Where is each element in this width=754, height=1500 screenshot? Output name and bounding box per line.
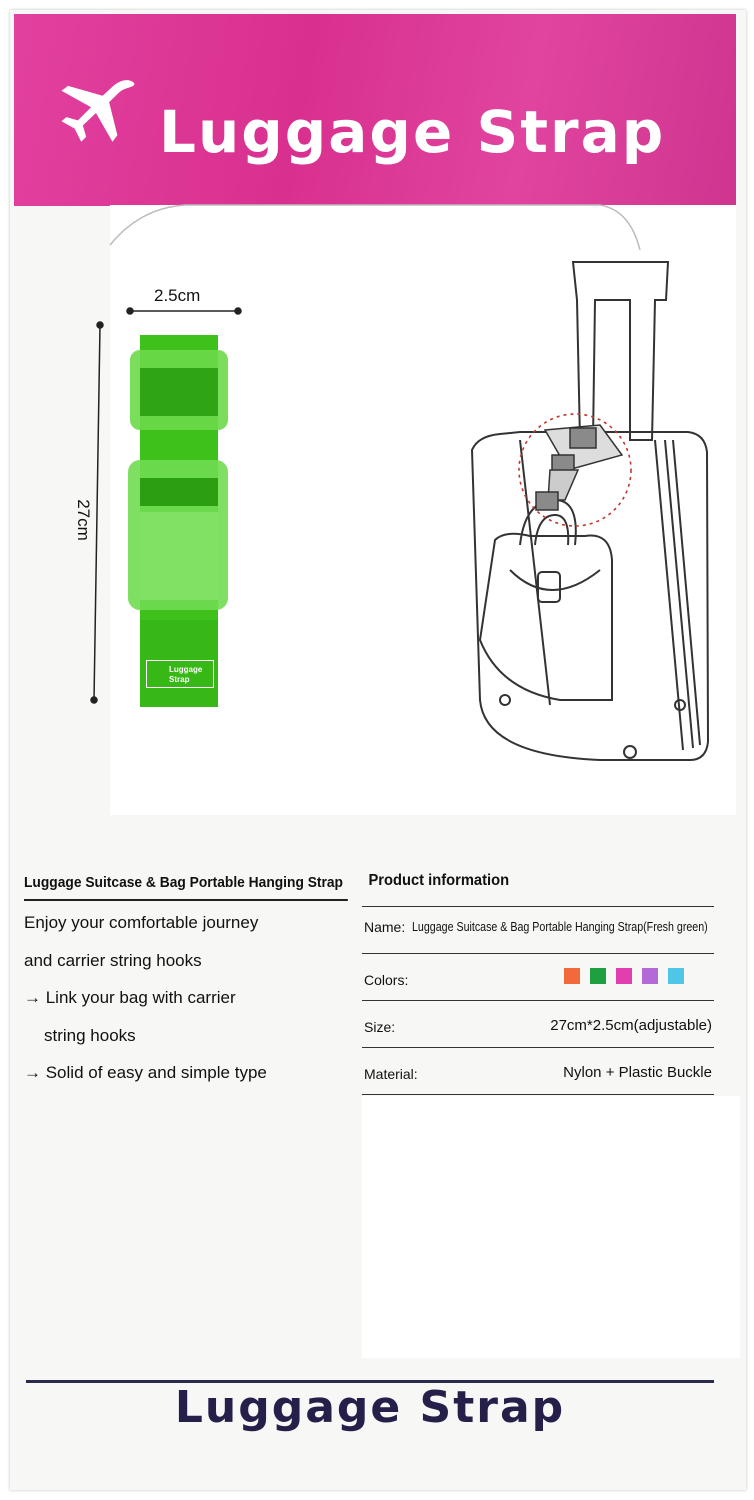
length-dimension-line <box>91 322 103 703</box>
product-info-section <box>362 872 714 1095</box>
name-value: Luggage Suitcase & Bag Portable Hanging Strap(Fresh green) <box>412 919 708 934</box>
material-value: Nylon + Plastic Buckle <box>563 1064 712 1081</box>
size-row <box>362 1000 714 1047</box>
color-swatch-purple <box>642 968 658 984</box>
description-line: string hooks <box>44 1025 136 1045</box>
header-title: Luggage Strap <box>159 98 666 166</box>
product-info-title: Product information <box>368 872 510 889</box>
blank-panel <box>362 1096 740 1358</box>
name-label: Name: <box>364 919 406 935</box>
color-swatch-green <box>590 968 606 984</box>
color-swatches <box>564 968 684 984</box>
colors-row <box>362 953 714 1000</box>
description-line: → Link your bag with carrier <box>24 988 236 1007</box>
description-title: Luggage Suitcase & Bag Portable Hanging Strap <box>24 874 348 901</box>
footer-title: Luggage Strap <box>174 1382 566 1433</box>
description-line: Enjoy your comfortable journey <box>24 913 259 932</box>
size-label: Size: <box>364 1019 396 1035</box>
color-swatch-pink <box>616 968 632 984</box>
colors-label: Colors: <box>364 972 409 988</box>
suitcase-drawing <box>472 262 708 760</box>
size-value: 27cm*2.5cm(adjustable) <box>550 1017 712 1034</box>
strap-on-handle-drawing <box>536 425 622 510</box>
material-row <box>362 1047 714 1095</box>
material-label: Material: <box>364 1066 418 1082</box>
length-label: 27cm <box>73 499 93 541</box>
green-strap <box>128 335 228 707</box>
width-label: 2.5cm <box>154 286 201 305</box>
description-section <box>24 874 354 1092</box>
name-row <box>362 906 714 953</box>
window-outline <box>110 205 640 250</box>
width-dimension-line <box>127 308 241 314</box>
color-swatch-blue <box>668 968 684 984</box>
color-swatch-orange <box>564 968 580 984</box>
description-line: → Solid of easy and simple type <box>24 1063 267 1082</box>
description-line: and carrier string hooks <box>24 950 202 970</box>
strap-tag <box>146 660 214 688</box>
strap-tag-text: Luggage Strap <box>169 665 203 684</box>
